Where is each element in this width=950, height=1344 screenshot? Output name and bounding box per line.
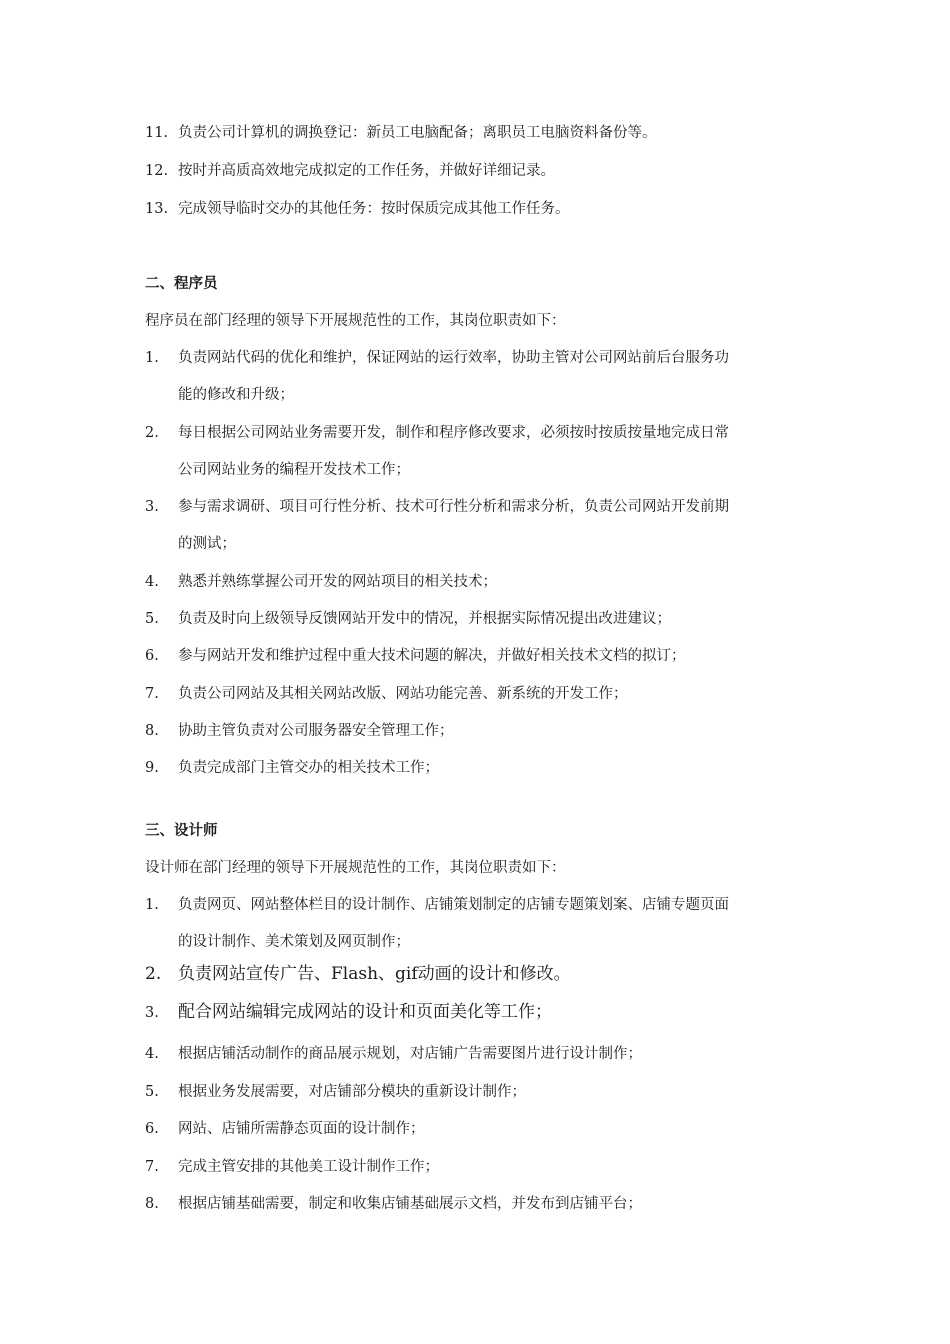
section-intro: 程序员在部门经理的领导下开展规范性的工作，其岗位职责如下： [145, 313, 566, 329]
list-item-text: 配合网站编辑完成网站的设计和页面美化等工作； [178, 1002, 552, 1022]
list-item-continuation: 的设计制作、美术策划及网页制作； [178, 934, 410, 950]
list-item-text: 熟悉并熟练掌握公司开发的网站项目的相关技术； [178, 574, 497, 590]
list-item [145, 646, 686, 666]
list-item-number: 6. [145, 648, 159, 664]
list-item [145, 1082, 526, 1102]
list-item-number: 13. [145, 201, 169, 217]
list-item [145, 1044, 642, 1064]
list-item-number: 7. [145, 686, 159, 702]
list-item [145, 199, 570, 219]
list-item-number: 5. [145, 611, 159, 627]
list-item [145, 123, 657, 143]
list-item [145, 1157, 439, 1177]
list-item-number: 1. [145, 897, 159, 913]
list-item-number: 9. [145, 760, 159, 776]
list-item-number: 8. [145, 1196, 159, 1212]
list-item [145, 964, 571, 984]
list-item [145, 1194, 642, 1214]
list-item-text: 负责公司网站及其相关网站改版、网站功能完善、新系统的开发工作； [178, 686, 628, 702]
list-item-continuation: 能的修改和升级； [178, 387, 294, 403]
list-item-number: 4. [145, 1046, 159, 1062]
list-item-number: 7. [145, 1159, 159, 1175]
list-item [145, 1002, 552, 1023]
list-item-number: 5. [145, 1084, 159, 1100]
list-item-number: 6. [145, 1121, 159, 1137]
list-item-text: 负责公司计算机的调换登记：新员工电脑配备；离职员工电脑资料备份等。 [178, 125, 657, 141]
list-item-text: 完成主管安排的其他美工设计制作工作； [178, 1159, 439, 1175]
list-item [145, 348, 729, 368]
list-item-text: 根据店铺基础需要，制定和收集店铺基础展示文档，并发布到店铺平台； [178, 1196, 642, 1212]
list-item-text: 负责完成部门主管交办的相关技术工作； [178, 760, 439, 776]
list-item [145, 572, 497, 592]
list-item-number: 2. [145, 425, 159, 441]
list-item-number: 2. [145, 964, 162, 984]
list-item-text: 负责网站代码的优化和维护，保证网站的运行效率，协助主管对公司网站前后台服务功 [178, 350, 729, 366]
list-item [145, 161, 555, 181]
list-item-text: 参与需求调研、项目可行性分析、技术可行性分析和需求分析，负责公司网站开发前期 [178, 499, 729, 515]
list-item [145, 721, 454, 741]
list-item-continuation: 公司网站业务的编程开发技术工作； [178, 462, 410, 478]
list-item [145, 423, 729, 443]
list-item-text: 每日根据公司网站业务需要开发，制作和程序修改要求，必须按时按质按量地完成日常 [178, 425, 729, 441]
section-intro: 设计师在部门经理的领导下开展规范性的工作，其岗位职责如下： [145, 860, 566, 876]
list-item-number: 11. [145, 125, 169, 141]
list-item-continuation: 的测试； [178, 536, 236, 552]
list-item-text: 根据业务发展需要，对店铺部分模块的重新设计制作； [178, 1084, 526, 1100]
list-item-text: 负责及时向上级领导反馈网站开发中的情况，并根据实际情况提出改进建议； [178, 611, 671, 627]
list-item-text: 参与网站开发和维护过程中重大技术问题的解决，并做好相关技术文档的拟订； [178, 648, 686, 664]
section-heading-programmer: 二、程序员 [145, 276, 218, 292]
list-item [145, 684, 628, 704]
list-item [145, 497, 729, 517]
list-item [145, 1119, 425, 1139]
list-item-number: 12. [145, 163, 169, 179]
list-item-text: 按时并高质高效地完成拟定的工作任务，并做好详细记录。 [178, 163, 555, 179]
list-item-text: 网站、店铺所需静态页面的设计制作； [178, 1121, 425, 1137]
list-item-number: 1. [145, 350, 159, 366]
list-item-number: 3. [145, 1005, 159, 1021]
list-item-number: 3. [145, 499, 159, 515]
list-item-text: 负责网站宣传广告、Flash、gif动画的设计和修改。 [178, 964, 571, 984]
list-item-text: 完成领导临时交办的其他任务：按时保质完成其他工作任务。 [178, 201, 570, 217]
list-item [145, 758, 439, 778]
list-item-text: 负责网页、网站整体栏目的设计制作、店铺策划制定的店铺专题策划案、店铺专题页面 [178, 897, 729, 913]
section-heading-designer: 三、设计师 [145, 823, 218, 839]
list-item-text: 协助主管负责对公司服务器安全管理工作； [178, 723, 454, 739]
list-item-number: 4. [145, 574, 159, 590]
list-item-number: 8. [145, 723, 159, 739]
list-item-text: 根据店铺活动制作的商品展示规划，对店铺广告需要图片进行设计制作； [178, 1046, 642, 1062]
list-item [145, 609, 671, 629]
list-item [145, 895, 729, 915]
